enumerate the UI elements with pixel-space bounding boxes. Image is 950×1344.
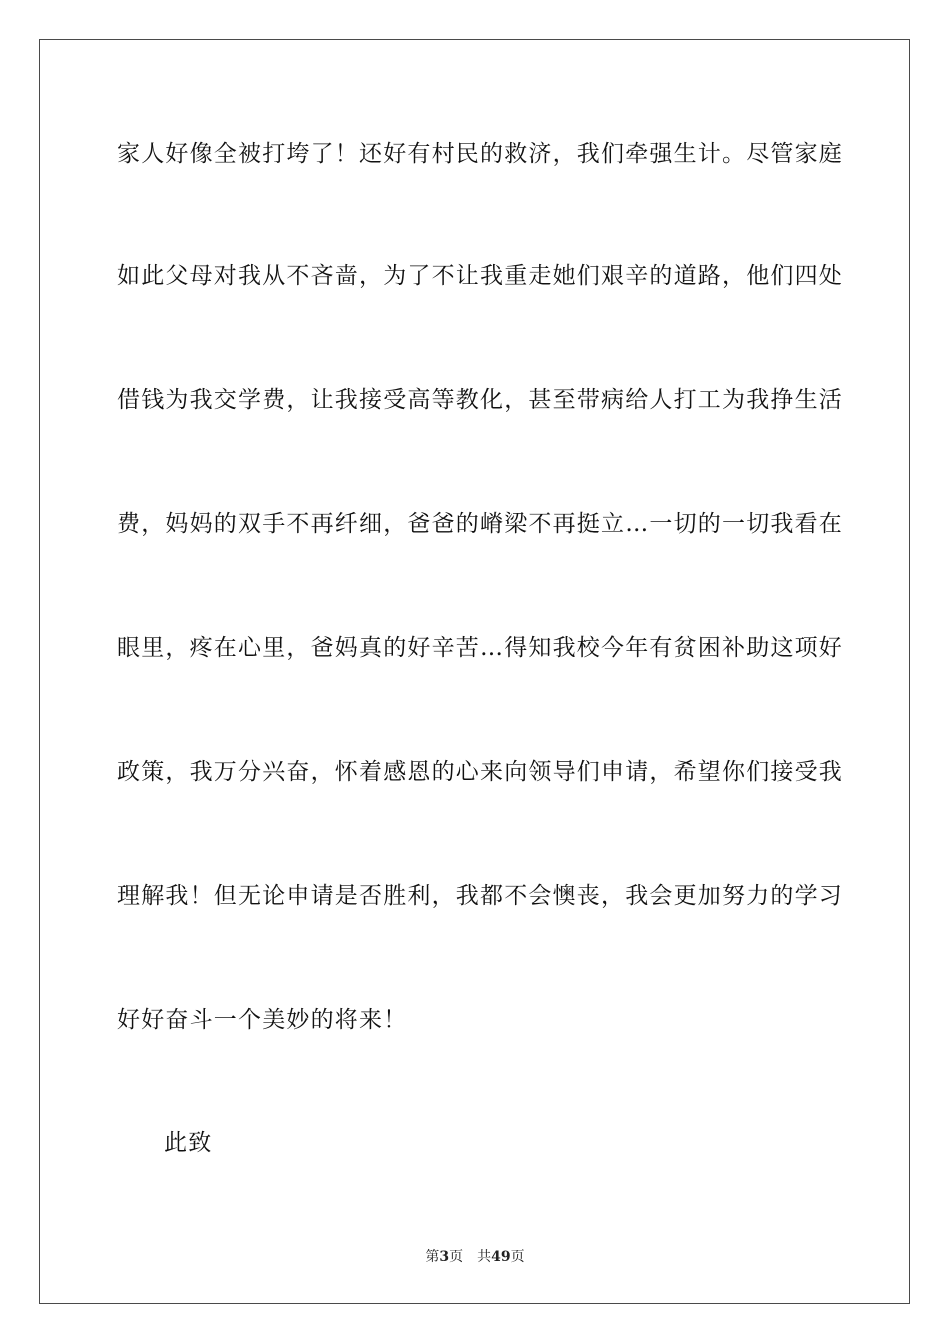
page-number: 3 (439, 1249, 450, 1265)
total-prefix: 共 (477, 1249, 492, 1265)
body-line-2: 如此父母对我从不吝啬，为了不让我重走她们艰辛的道路，他们四处 (117, 263, 843, 289)
body-line-7: 理解我！但无论申请是否胜利，我都不会懊丧，我会更加努力的学习 (117, 883, 843, 909)
page-footer (0, 1248, 950, 1266)
body-line-8: 好好奋斗一个美妙的将来！ (117, 1007, 408, 1033)
page-suffix: 页 (449, 1249, 464, 1265)
closing-salutation: 此致 (164, 1130, 213, 1156)
body-line-4: 费，妈妈的双手不再纤细，爸爸的嵴梁不再挺立…一切的一切我看在 (117, 511, 843, 537)
body-line-1: 家人好像全被打垮了！还好有村民的救济，我们牵强生计。尽管家庭 (117, 141, 843, 167)
page-prefix: 第 (425, 1249, 440, 1265)
total-pages: 49 (491, 1249, 511, 1265)
body-line-5: 眼里，疼在心里，爸妈真的好辛苦…得知我校今年有贫困补助这项好 (117, 635, 843, 661)
body-line-6: 政策，我万分兴奋，怀着感恩的心来向领导们申请，希望你们接受我 (117, 759, 843, 785)
page-border (39, 39, 910, 1304)
total-suffix: 页 (510, 1249, 525, 1265)
body-line-3: 借钱为我交学费，让我接受高等教化，甚至带病给人打工为我挣生活 (117, 387, 843, 413)
